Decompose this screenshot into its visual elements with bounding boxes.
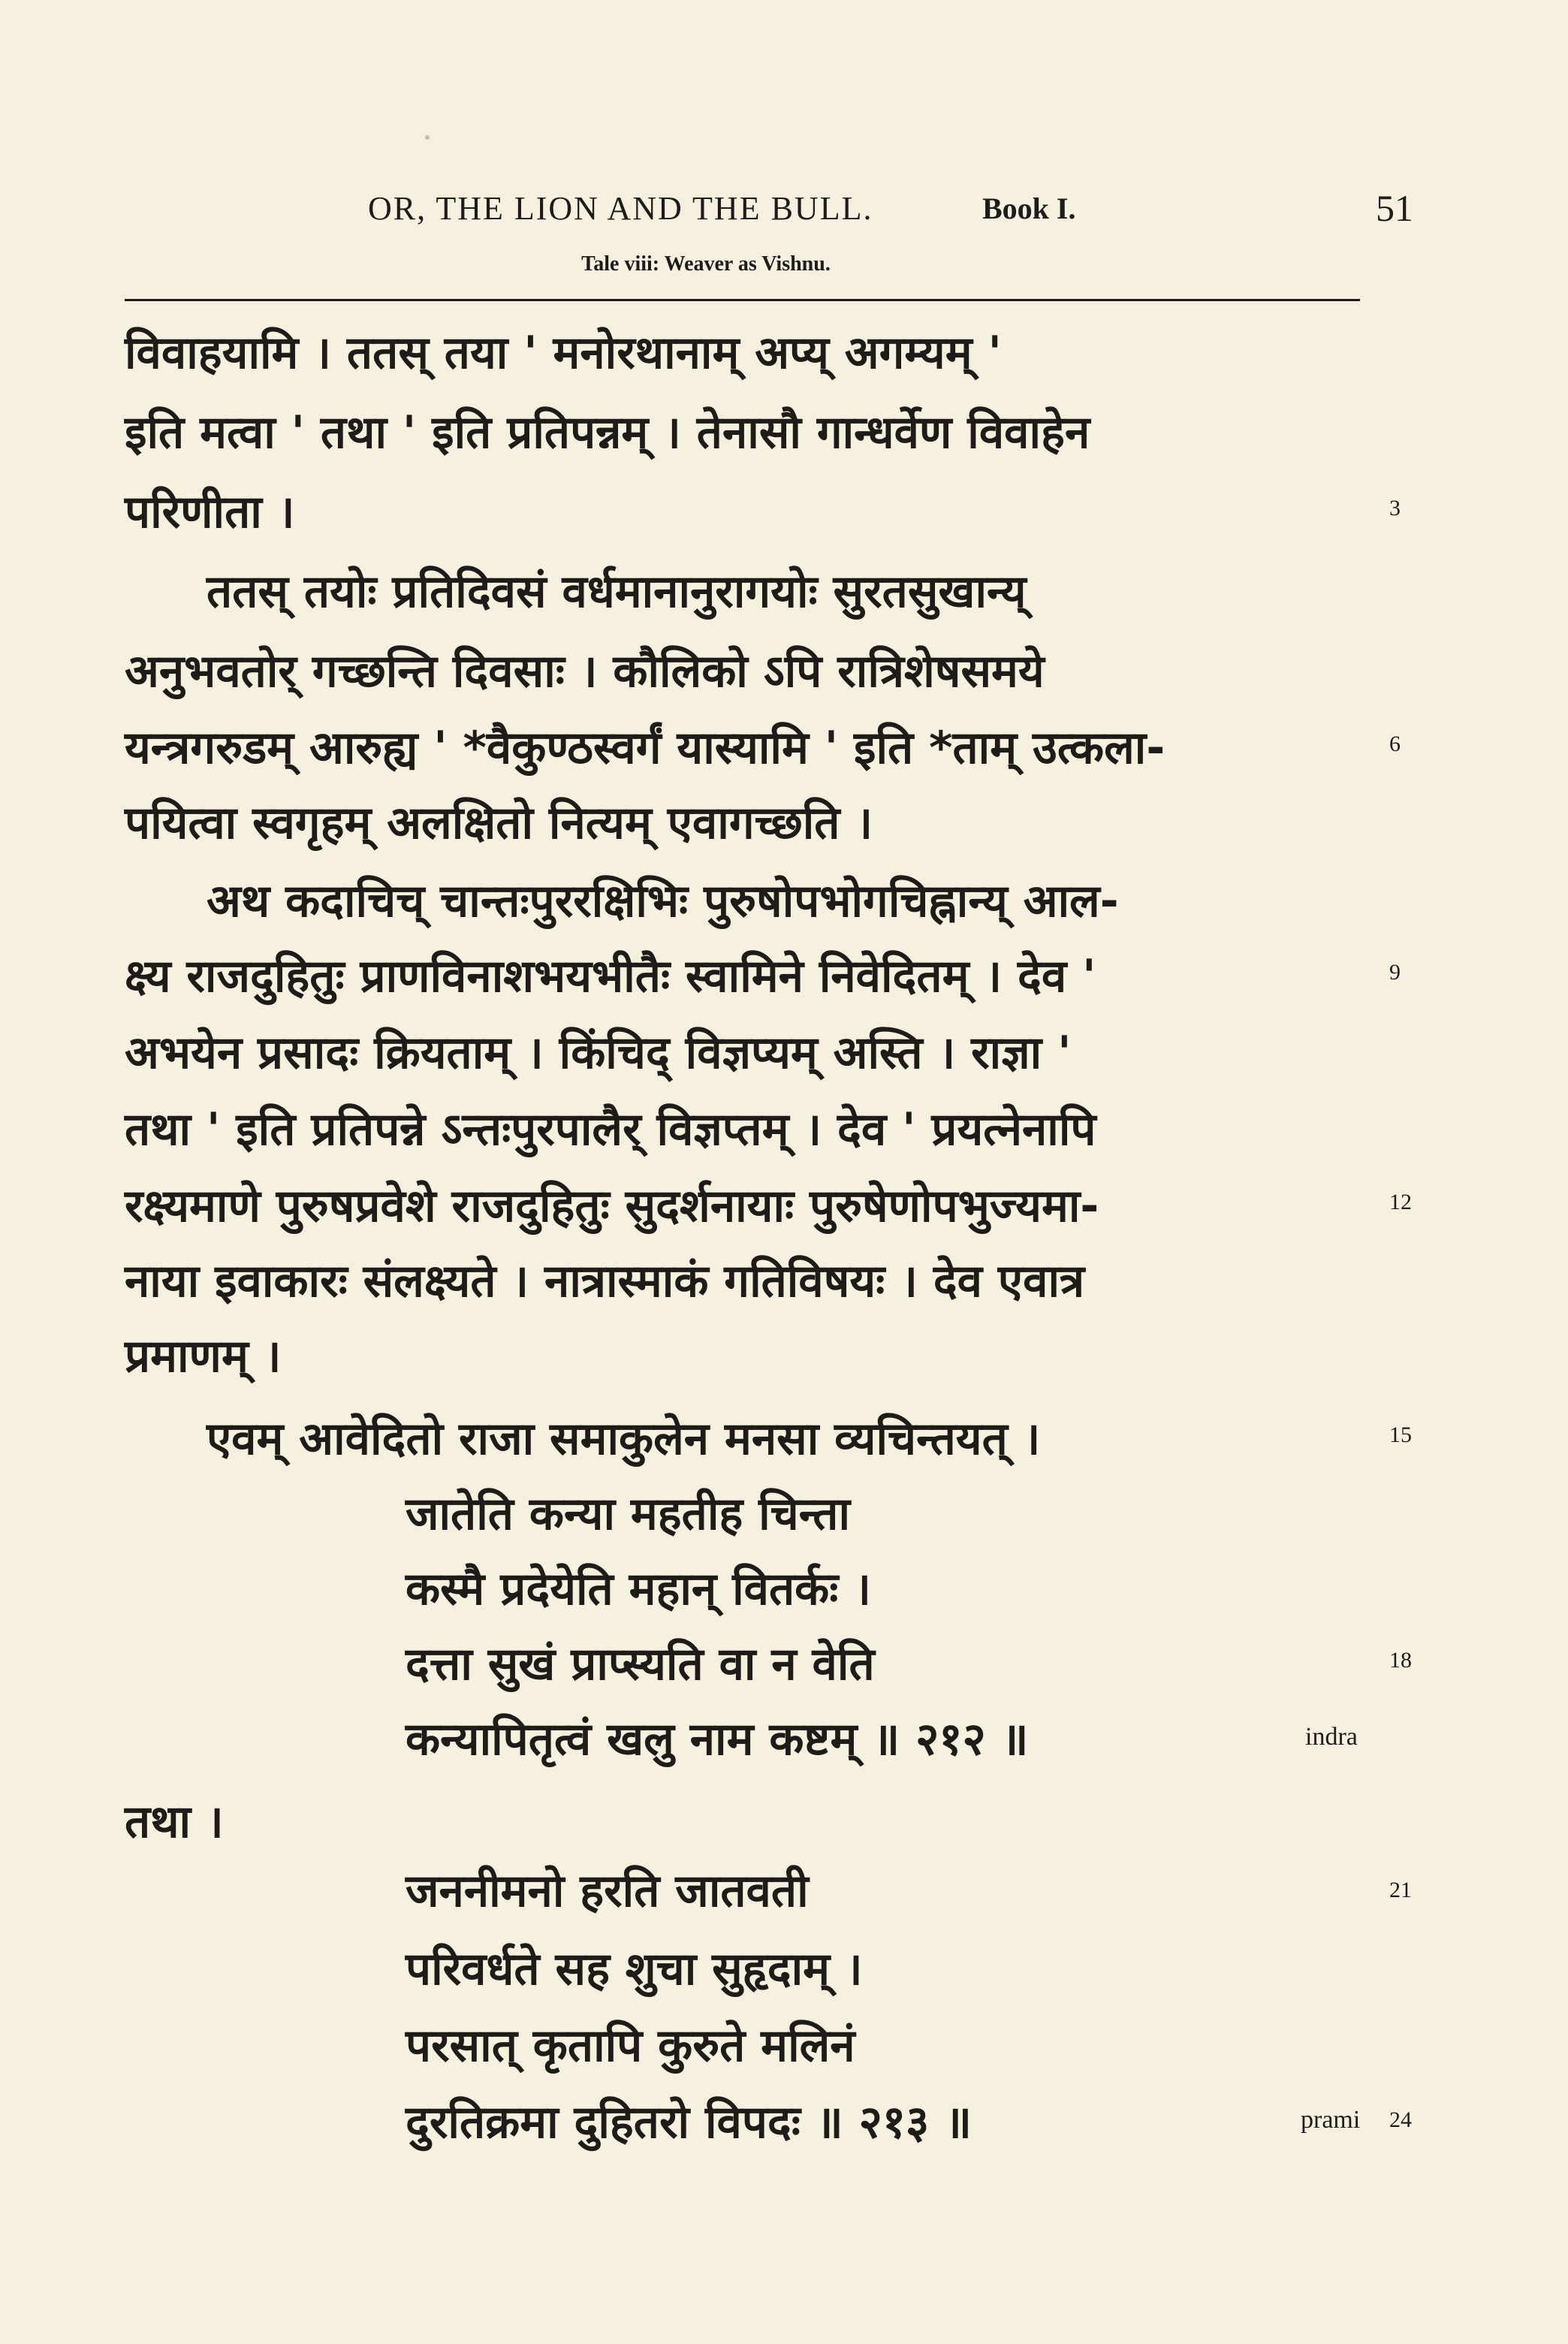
verse-line: दत्ता सुखं प्राप्स्यति वा न वेति: [406, 1638, 875, 1691]
verse-line: कन्यापितृत्वं खलु नाम कष्टम् ॥ २१२ ॥: [406, 1713, 1029, 1766]
text-line: विवाहयामि । ततस् तया ' मनोरथानाम् अप्य् अगम्यम् ': [125, 327, 1002, 379]
line-number: 12: [1389, 1190, 1412, 1214]
running-title: OR, THE LION AND THE BULL.: [368, 190, 873, 227]
text-line: अथ कदाचिच् चान्तःपुररक्षिभिः पुरुषोपभोगचिह्नान्य् आल-: [207, 875, 1119, 928]
verse-line: परिवर्धते सह शुचा सुहृदाम् ।: [406, 1943, 863, 1996]
text-line: तथा ' इति प्रतिपन्ने ऽन्तःपुरपालैर् विज्ञप्तम् । देव ' प्रयत्नेनापि: [125, 1103, 1096, 1156]
line-number: 18: [1389, 1648, 1412, 1673]
text-line: इति मत्वा ' तथा ' इति प्रतिपन्नम् । तेनासौ गान्धर्वेण विवाहेन: [125, 406, 1090, 459]
text-line: यन्त्रगरुडम् आरुह्य ' *वैकुण्ठस्वर्गं यास्यामि ' इति *ताम् उत्कला-: [125, 722, 1165, 774]
text-line: ततस् तयोः प्रतिदिवसं वर्धमानानुरागयोः सुरतसुखान्य्: [207, 566, 1027, 618]
margin-note: prami: [1301, 2106, 1361, 2134]
text-line: एवम् आवेदितो राजा समाकुलेन मनसा व्यचिन्तयत् ।: [207, 1413, 1041, 1465]
line-number: 3: [1389, 496, 1401, 520]
verse-line: कस्मै प्रदेयेति महान् वितर्कः ।: [406, 1563, 872, 1615]
text-line: रक्ष्यमाणे पुरुषप्रवेशे राजदुहितुः सुदर्शनायाः पुरुषेणोपभुज्यमा-: [125, 1180, 1099, 1232]
verse-line: जातेति कन्या महतीह चिन्ता: [406, 1488, 850, 1540]
verse-line: दुरतिक्रमा दुहितरो विपदः ॥ २१३ ॥: [406, 2096, 972, 2149]
verse-line: जननीमनो हरति जातवती: [406, 1865, 809, 1917]
verse-line: परसात् कृतापि कुरुते मलिनं: [406, 2020, 855, 2072]
paper-smudge: [425, 135, 430, 140]
line-number: 24: [1389, 2107, 1412, 2132]
book-label: Book I.: [982, 192, 1076, 225]
page-header: [0, 189, 1568, 234]
text-line: प्रमाणम् ।: [125, 1330, 282, 1383]
tale-subtitle: Tale viii: Weaver as Vishnu.: [581, 252, 831, 276]
line-number: 15: [1389, 1422, 1412, 1447]
text-line: अभयेन प्रसादः क्रियताम् । किंचिद् विज्ञप्यम् अस्ति । राज्ञा ': [125, 1027, 1072, 1079]
text-line: नाया इवाकारः संलक्ष्यते । नात्रास्माकं गतिविषयः । देव एवात्र: [125, 1255, 1085, 1308]
text-line: परिणीता ।: [125, 486, 295, 538]
line-number: 6: [1389, 732, 1401, 756]
text-line: पयित्वा स्वगृहम् अलक्षितो नित्यम् एवागच्छति ।: [125, 797, 873, 849]
text-line: अनुभवतोर् गच्छन्ति दिवसाः । कौलिको ऽपि रात्रिशेषसमये: [125, 645, 1045, 698]
line-number: 21: [1389, 1878, 1412, 1902]
line-number: 9: [1389, 960, 1401, 985]
text-line: क्ष्य राजदुहितुः प्राणविनाशभयभीतैः स्वामिने निवेदितम् । देव ': [125, 950, 1096, 1003]
header-rule: [125, 299, 1360, 301]
text-line: तथा ।: [125, 1796, 224, 1848]
margin-note: indra: [1305, 1723, 1358, 1751]
page-number: 51: [1376, 187, 1413, 229]
